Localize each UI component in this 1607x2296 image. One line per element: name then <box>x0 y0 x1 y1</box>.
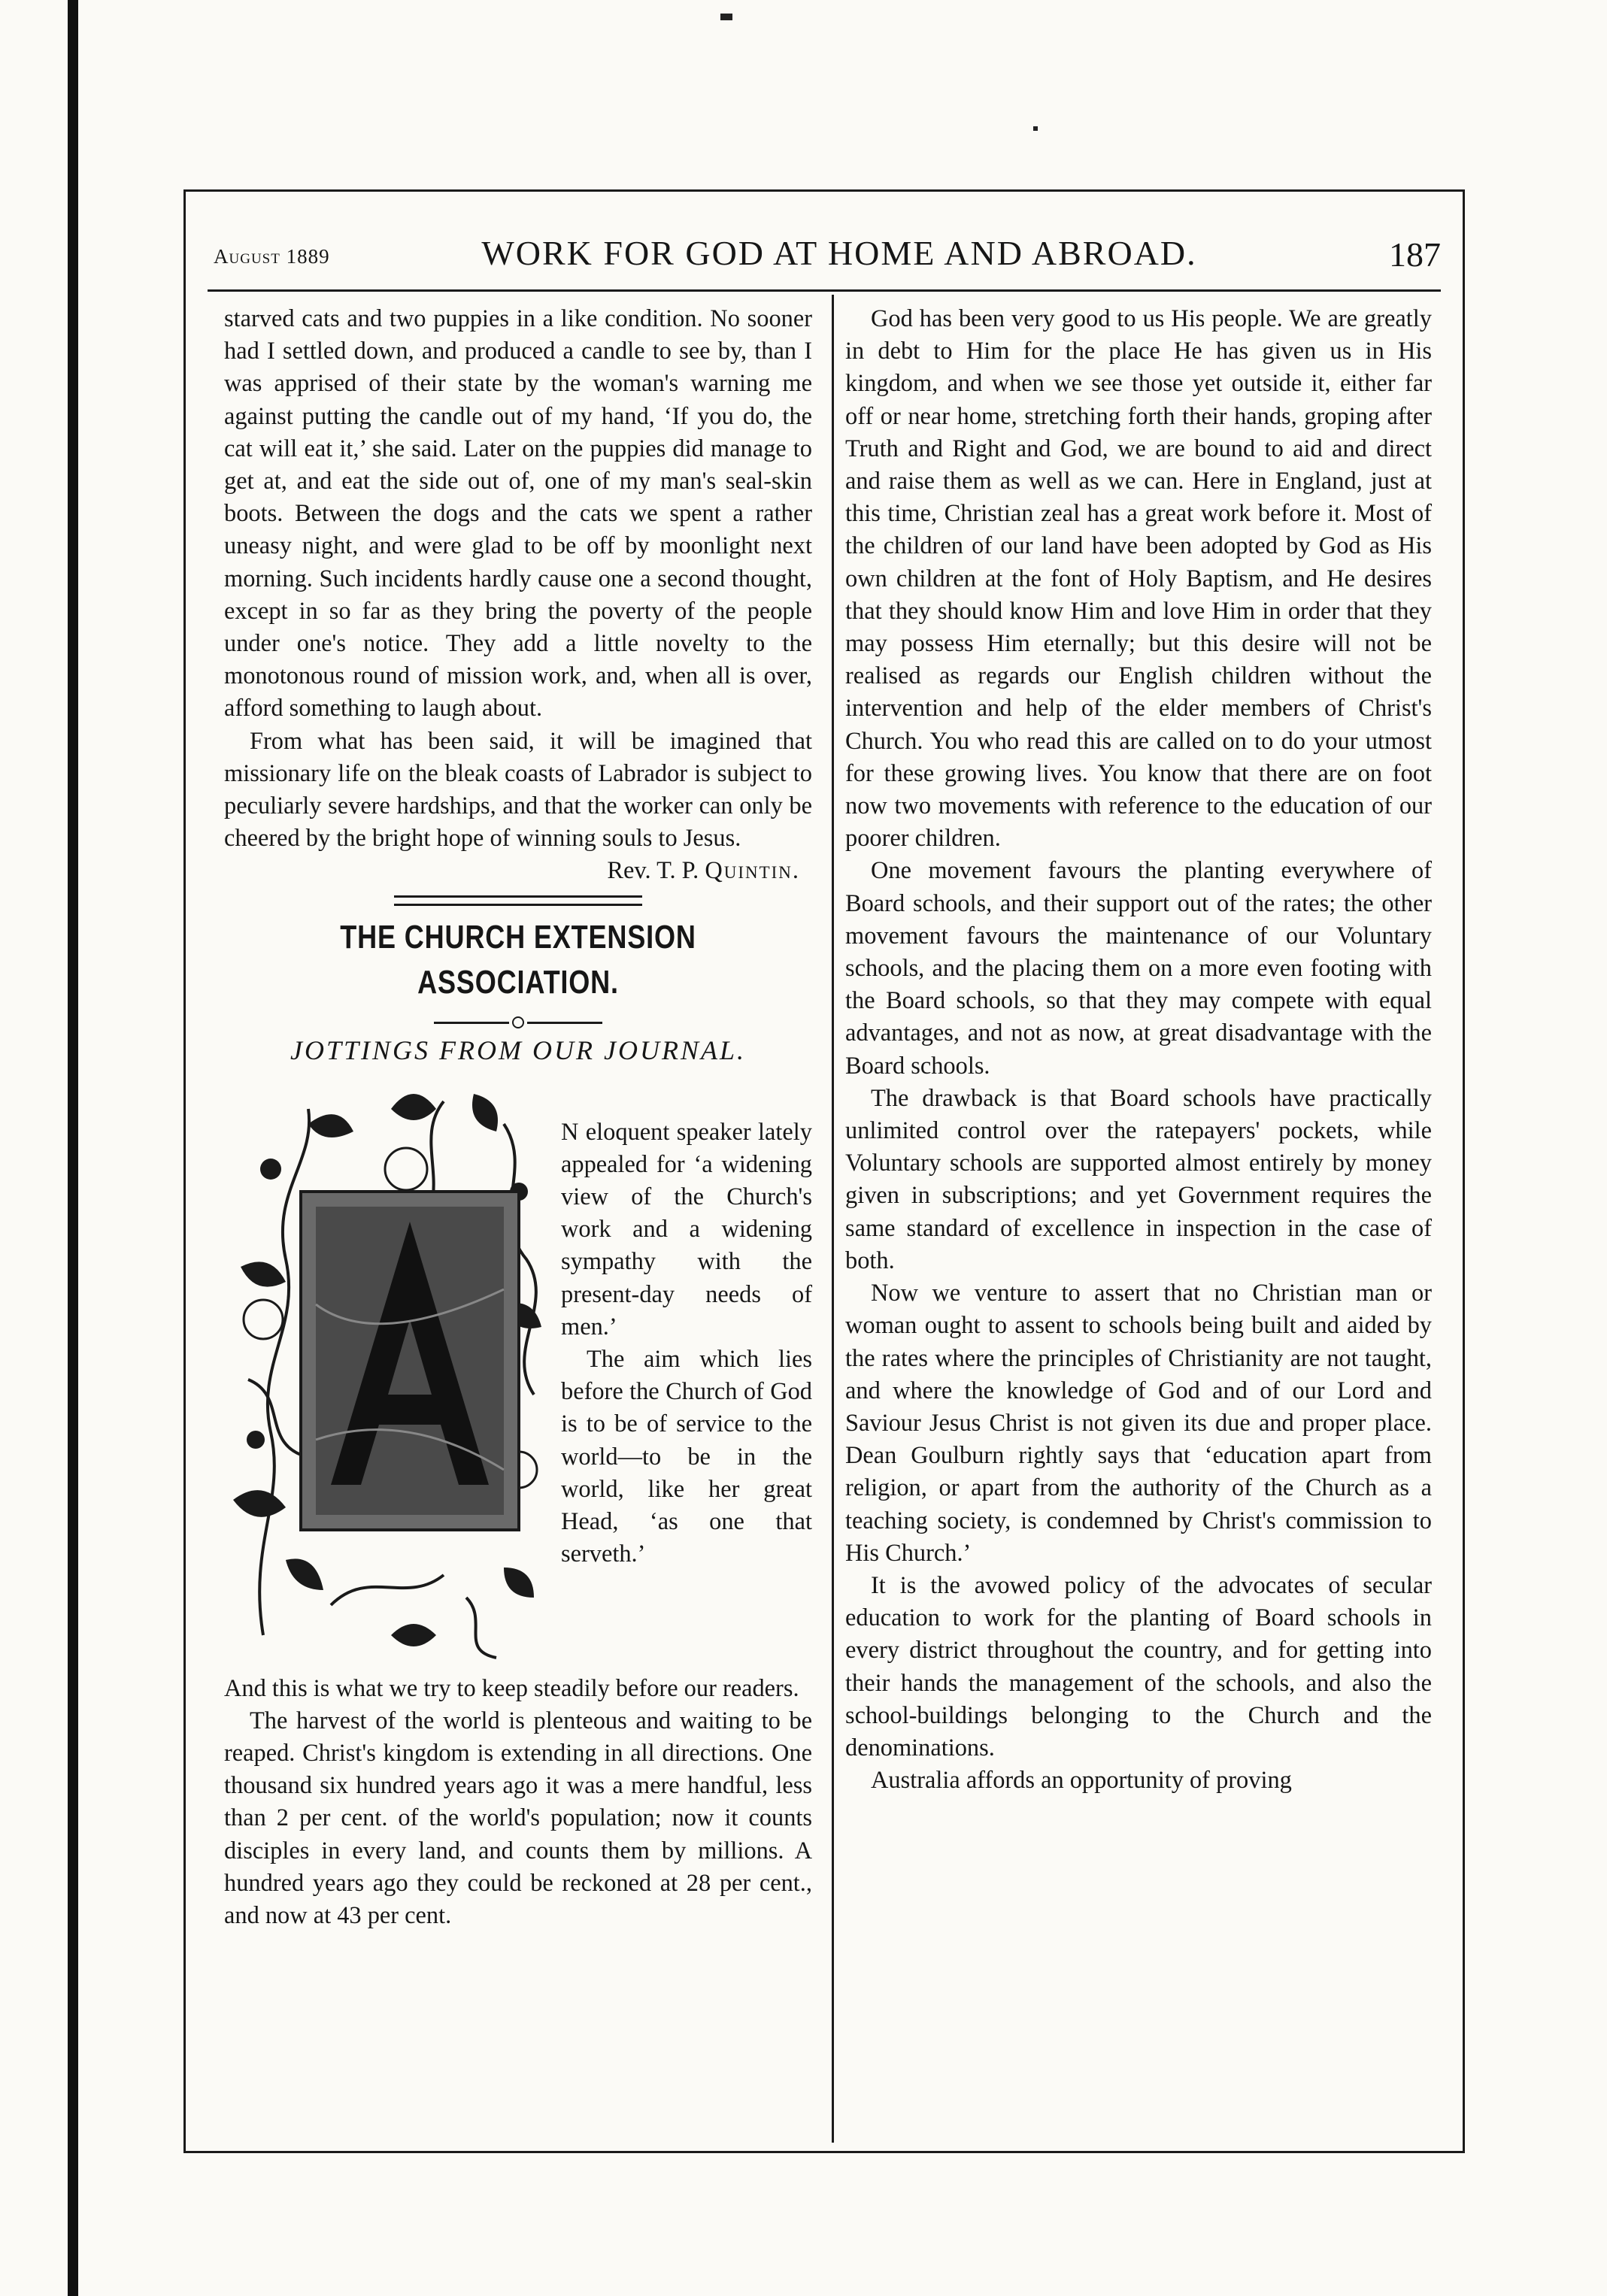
paragraph: The drawback is that Board schools have practically unlimited control over the ratepayers' pockets, while Voluntary schools are supported almost entirely by money given in subscriptions; and yet Government requires the same standard of excellence in inspection in the case of both. <box>845 1084 1432 1274</box>
paragraph: God has been very good to us His people. We are greatly in debt to Him for the place He has given us in His kingdom, and when we see those yet outside it, either far off or near home, stretching forth their hands, groping after Truth and Right and God, we are bound to aid and direct and raise them as well as we can. Here in England, just at this time, Christian zeal has a great work before it. Most of the children of our land have been adopted by God as His own children at the font of Holy Baptism, and He desires that they should know Him and love Him in order that they may possess Him eternally; but this desire will not be realised as regards our English children without the intervention and help of the elder members of Christ's Church. You who read this are called on to do your utmost for these growing lives. You know that there are on foot now two movements with reference to the education of our poorer children. <box>845 305 1432 853</box>
paragraph: From what has been said, it will be imagined that missionary life on the bleak coasts of Labrador is subject to peculiarly severe hardships, and that the worker can only be cheered by the bright hope of winning souls to Jesus. <box>224 727 812 853</box>
left-column <box>224 303 812 1932</box>
paragraph: One movement favours the planting everywhere of Board schools, and their support out of the rates; the other movement favours the maintenance of our Voluntary schools, and the placing them on a more even footing with the Board schools, so that they may compete with equal advantages, and not as now, at great disadvantage with the Board schools. <box>845 857 1432 1080</box>
paragraph: It is the avowed policy of the advocates of secular education to work for the planting of Board schools in every district throughout the country, and for getting into their hands the management of the schools, and also the school-buildings belonging to the Church and the denominations. <box>845 1571 1432 1761</box>
paragraph: And this is what we try to keep steadily before our readers. <box>224 1674 799 1702</box>
speck <box>720 14 732 20</box>
paragraph: starved cats and two puppies in a like condition. No sooner had I settled down, and produced a candle to see by, than I was apprised of their state by the woman's warning me against putting the candle out of my hand, ‘If you do, the cat will eat it,’ she said. Later on the puppies did manage to get at, and eat the side out of, one of my man's seal-skin boots. Between the dogs and the cats we spent a rather uneasy night, and were glad to be off by moonlight next morning. Such incidents hardly cause one a second thought, except in so far as they bring the poverty of the people under one's notice. They add a little novelty to the monotonous round of mission work, and, when all is over, afford something to laugh about. <box>224 305 812 722</box>
page-number: 187 <box>1389 235 1441 274</box>
paragraph: The aim which lies before the Church of God is to be of service to the world—to be in the world, like her great Head, ‘as one that serveth.’ <box>561 1346 812 1568</box>
paragraph: N eloquent speaker lately appealed for ‘a widening view of the Church's work and a widening sympathy with the present-day needs of men.’ <box>561 1118 812 1340</box>
section-separator <box>394 895 642 906</box>
author-signature <box>224 855 800 887</box>
drop-cap-text <box>561 1116 812 1571</box>
column-divider <box>832 295 834 2143</box>
magazine-title: WORK FOR GOD AT HOME AND ABROAD. <box>481 234 1197 272</box>
paragraph: Australia affords an opportunity of proving <box>871 1767 1292 1795</box>
binding-edge <box>68 0 78 2296</box>
section-subtitle: JOTTINGS FROM OUR JOURNAL. <box>290 1034 746 1065</box>
signature-prefix: Rev. T. P. <box>607 857 699 885</box>
right-column <box>845 303 1432 1797</box>
running-header <box>208 233 1441 286</box>
signature-name: Quintin. <box>705 857 800 885</box>
issue-date: August 1889 <box>214 245 330 268</box>
paragraph: Now we venture to assert that no Christian man or woman ought to assent to schools being built and aided by the rates where the principles of Christianity are not taught, and where the knowledge of God and of our Lord and Saviour Jesus Christ is not given its due and proper place. Dean Goulburn rightly says that ‘education apart from religion, or apart from the authority of the Church as a teaching society, is condemned by Christ's commission to His Church.’ <box>845 1280 1432 1567</box>
title-ornament <box>224 1005 812 1025</box>
header-rule <box>208 289 1441 292</box>
drop-cap-block <box>224 1079 812 1673</box>
speck <box>1033 126 1038 131</box>
section-title: THE CHURCH EXTENSION ASSOCIATION. <box>340 918 696 1001</box>
floral-drop-cap-illustration <box>218 1079 564 1673</box>
paragraph: The harvest of the world is plenteous and waiting to be reaped. Christ's kingdom is extending in all directions. One thousand six hundred years ago it was a mere handful, less than 2 per cent. of the world's population; now it counts disciples in every land, and counts them by millions. A hundred years ago they could be reckoned at 28 per cent., and now at 43 per cent. <box>224 1707 812 1930</box>
